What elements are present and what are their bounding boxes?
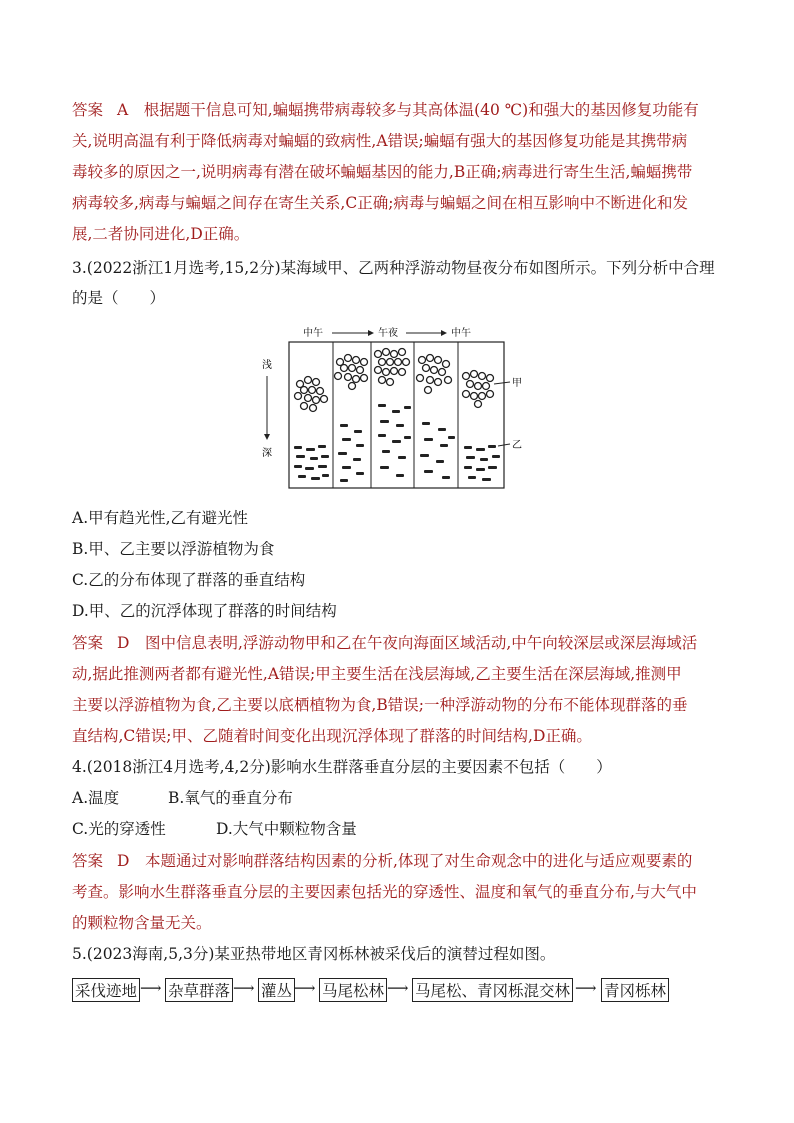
q3-stem-line-2: 的是（ ）: [72, 289, 166, 307]
answer3-label: 答案: [72, 634, 104, 652]
flow-step-2: 杂草群落: [165, 978, 233, 1002]
plankton-distribution-figure: [258, 324, 528, 494]
answer3-text-1: D 图中信息表明,浮游动物甲和乙在午夜向海面区域活动,中午向较深层或深层海域活: [117, 634, 698, 652]
answer4-line-2: 考查。影响水生群落垂直分层的主要因素包括光的穿透性、温度和氧气的垂直分布,与大气中: [72, 883, 697, 901]
time-label-noon-2: 中午: [451, 328, 471, 339]
q3-option-a: A.甲有趋光性,乙有避光性: [72, 509, 249, 527]
answer4-label: 答案: [72, 852, 104, 870]
time-label-noon-1: 中午: [303, 328, 323, 339]
answer1-line-2: 关,说明高温有利于降低病毒对蝙蝠的致病性,A错误;蝙蝠有强大的基因修复功能是其携带病: [72, 132, 688, 150]
q3-option-c: C.乙的分布体现了群落的垂直结构: [72, 571, 306, 589]
q4-stem: 4.(2018浙江4月选考,4,2分)影响水生群落垂直分层的主要因素不包括（ ）: [72, 758, 612, 776]
species-jia-circles: [295, 349, 494, 412]
q4-option-b: B.氧气的垂直分布: [168, 789, 293, 807]
answer1-line-4: 病毒较多,病毒与蝙蝠之间存在寄生关系,C正确;病毒与蝙蝠之间在相互影响中不断进化和发: [72, 194, 688, 212]
flow-step-3: 灌丛: [258, 978, 295, 1002]
q5-stem: 5.(2023海南,5,3分)某亚热带地区青冈栎林被采伐后的演替过程如图。: [72, 945, 556, 963]
species-yi-blobs: [294, 404, 500, 482]
flow-arrow-4: ⟶: [387, 979, 409, 997]
time-label-midnight: 午夜: [378, 328, 398, 339]
answer3-line-4: 直结构,C错误;甲、乙随着时间变化出现沉浮体现了群落的时间结构,D正确。: [72, 727, 592, 745]
answer3-line-3: 主要以浮游植物为食,乙主要以底栖植物为食,B错误;一种浮游动物的分布不能体现群落的垂: [72, 696, 688, 714]
q4-option-a: A.温度: [72, 789, 120, 807]
q3-option-b: B.甲、乙主要以浮游植物为食: [72, 540, 275, 558]
depth-label-deep-text: 深: [262, 448, 272, 459]
plankton-diagram: [258, 324, 528, 494]
depth-label-shallow: 浅: [262, 360, 272, 371]
flow-arrow-2: ⟶: [233, 979, 255, 997]
species-jia-leader: [494, 382, 510, 384]
flow-step-5: 马尾松、青冈栎混交林: [412, 978, 573, 1002]
species-label-yi: 乙: [512, 440, 522, 451]
q3-stem-line-1: 3.(2022浙江1月选考,15,2分)某海域甲、乙两种浮游动物昼夜分布如图所示。下列分析中合理: [72, 259, 715, 277]
succession-flow: [72, 978, 732, 1004]
answer4-text-1: D 本题通过对影响群落结构因素的分析,体现了对生命观念中的进化与适应观要素的: [117, 852, 693, 870]
flow-step-1: 采伐迹地: [72, 978, 140, 1002]
flow-arrow-1: ⟶: [140, 979, 162, 997]
flow-arrow-3: ⟶: [294, 979, 316, 997]
q4-option-c: C.光的穿透性: [72, 820, 166, 838]
answer1-label: 答案: [72, 101, 104, 119]
flow-step-4: 马尾松林: [319, 978, 387, 1002]
flow-step-6: 青冈栎林: [601, 978, 669, 1002]
answer1-line-5: 展,二者协同进化,D正确。: [72, 225, 250, 243]
q4-option-d: D.大气中颗粒物含量: [216, 820, 357, 838]
q3-option-d: D.甲、乙的沉浮体现了群落的时间结构: [72, 602, 337, 620]
answer4-line-1: [72, 850, 732, 872]
answer1-line-3: 毒较多的原因之一,说明病毒有潜在破坏蝙蝠基因的能力,B正确;病毒进行寄生生活,蝙蝠携带: [72, 163, 693, 181]
answer3-line-1: [72, 632, 732, 654]
answer1-line-1: [72, 99, 732, 121]
answer1-text-1: A 根据题干信息可知,蝙蝠携带病毒较多与其高体温(40 ℃)和强大的基因修复功能有: [117, 101, 699, 119]
answer4-line-3: 的颗粒物含量无关。: [72, 914, 212, 932]
flow-arrow-5: ⟶: [575, 979, 597, 997]
answer3-line-2: 动,据此推测两者都有避光性,A错误;甲主要生活在浅层海域,乙主要生活在深层海域,推测甲: [72, 665, 682, 683]
species-label-jia: 甲: [512, 378, 522, 389]
